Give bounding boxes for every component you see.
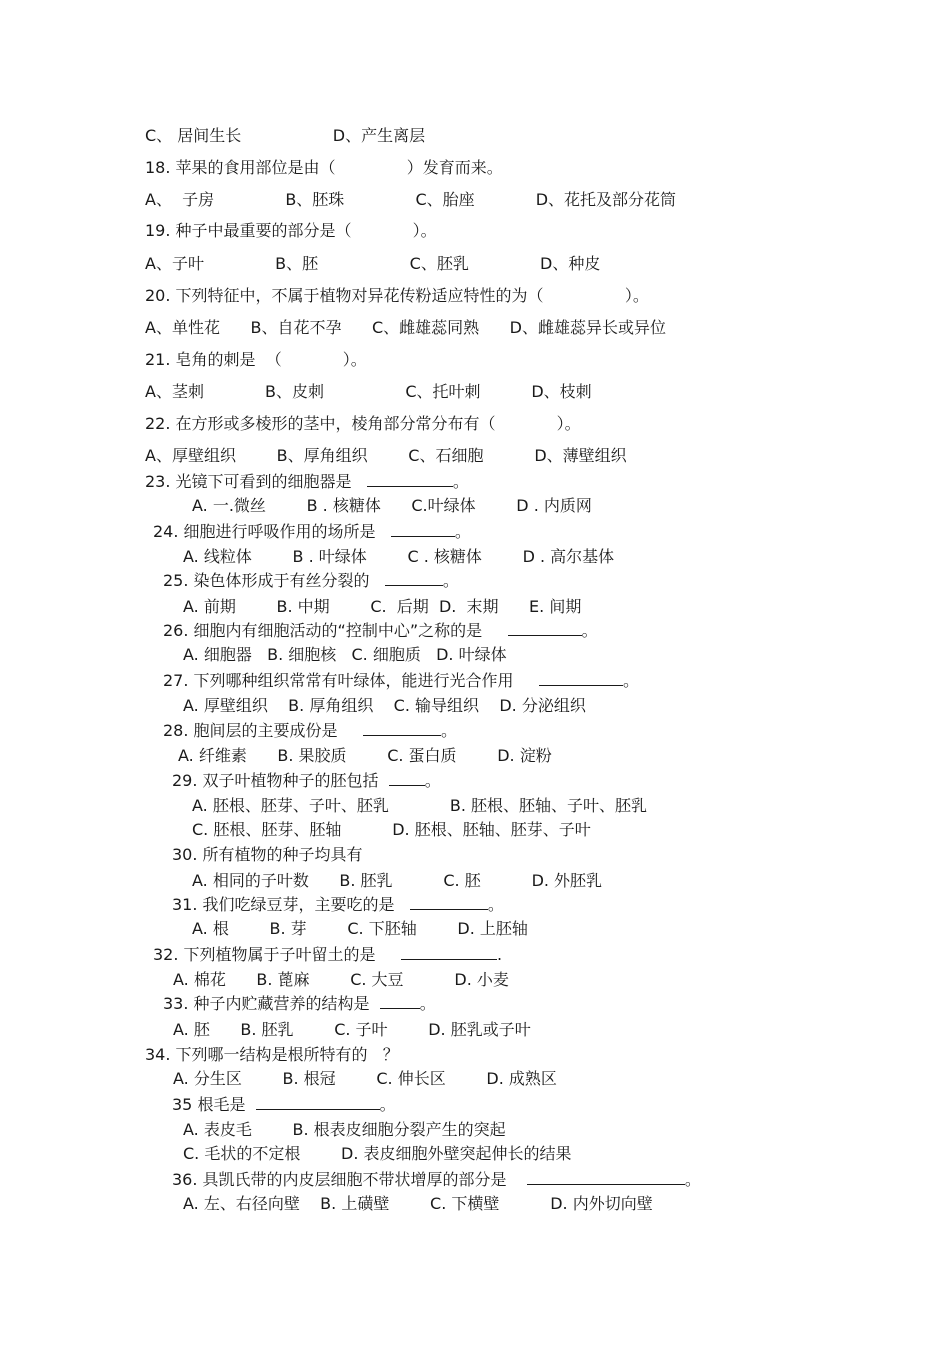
question-29 [172,771,441,791]
question-25-text: 25. 染色体形成于有丝分裂的 [163,571,370,590]
answer-blank [256,1095,380,1110]
q19-options: A、子叶 B、胚 C、胚乳 D、种皮 [145,254,601,273]
question-35 [172,1095,396,1115]
q20-options: A、单性花 B、自花不孕 C、雌雄蕊同熟 D、雌雄蕊异长或异位 [145,318,666,337]
q17-options-cd: C、 居间生长 D、产生离层 [145,126,426,145]
q35-options-ab: A. 表皮毛 B. 根表皮细胞分裂产生的突起 [183,1120,506,1139]
question-36-text: 36. 具凯氏带的内皮层细胞不带状增厚的部分是 [172,1170,507,1189]
answer-blank [380,994,420,1009]
question-18: 18. 苹果的食用部位是由（ ）发育而来。 [145,158,503,177]
question-26 [163,621,598,641]
end-mark: 。 [440,721,457,740]
answer-blank [391,522,455,537]
q33-options: A. 胚 B. 胚乳 C. 子叶 D. 胚乳或子叶 [173,1020,531,1039]
q35-options-cd: C. 毛状的不定根 D. 表皮细胞外壁突起伸长的结果 [183,1144,572,1163]
q31-options: A. 根 B. 芽 C. 下胚轴 D. 上胚轴 [192,919,528,938]
question-28-text: 28. 胞间层的主要成份是 [163,721,338,740]
answer-blank [410,895,488,910]
end-mark: 。 [454,522,471,541]
q34-options: A. 分生区 B. 根冠 C. 伸长区 D. 成熟区 [173,1069,557,1088]
end-mark: 。 [684,1170,701,1189]
end-mark: 。 [581,621,598,640]
question-32-text: 32. 下列植物属于子叶留土的是 [153,945,376,964]
end-mark: 。 [487,895,504,914]
q26-options: A. 细胞器 B. 细胞核 C. 细胞质 D. 叶绿体 [183,645,507,664]
q29-options-cd: C. 胚根、胚芽、胚轴 D. 胚根、胚轴、胚芽、子叶 [192,820,591,839]
end-mark: 。 [379,1095,396,1114]
end-mark: 。 [452,472,469,491]
answer-blank [385,571,443,586]
question-19: 19. 种子中最重要的部分是（ ）。 [145,221,437,240]
answer-blank [401,945,497,960]
q21-options: A、茎刺 B、皮刺 C、托叶刺 D、枝刺 [145,382,592,401]
answer-blank [527,1170,685,1185]
question-30: 30. 所有植物的种子均具有 [172,845,363,864]
question-28 [163,721,457,741]
q36-options: A. 左、右径向壁 B. 上磺壁 C. 下横壁 D. 内外切向壁 [183,1194,653,1213]
question-22: 22. 在方形或多棱形的茎中，棱角部分常分布有（ ）。 [145,414,581,433]
question-34: 34. 下列哪一结构是根所特有的 ？ [145,1045,399,1064]
q18-options: A、 子房 B、胚珠 C、胎座 D、花托及部分花筒 [145,190,677,209]
question-23-text: 23. 光镜下可看到的细胞器是 [145,472,352,491]
answer-blank [367,472,453,487]
answer-blank [363,721,441,736]
question-31 [172,895,504,915]
question-25 [163,571,459,591]
question-26-text: 26. 细胞内有细胞活动的“控制中心”之称的是 [163,621,483,640]
q29-options-ab: A. 胚根、胚芽、子叶、胚乳 B. 胚根、胚轴、子叶、胚乳 [192,796,648,815]
q24-options: A. 线粒体 B . 叶绿体 C . 核糖体 D . 高尔基体 [183,547,615,566]
question-23 [145,472,469,492]
question-27-text: 27. 下列哪种组织常常有叶绿体，能进行光合作用 [163,671,514,690]
question-21: 21. 皂角的刺是 （ ）。 [145,350,367,369]
end-mark: 。 [622,671,639,690]
q28-options: A. 纤维素 B. 果胶质 C. 蛋白质 D. 淀粉 [178,746,552,765]
question-29-text: 29. 双子叶植物种子的胚包括 [172,771,379,790]
q32-options: A. 棉花 B. 蓖麻 C. 大豆 D. 小麦 [173,970,509,989]
q22-options: A、厚壁组织 B、厚角组织 C、石细胞 D、薄壁组织 [145,446,627,465]
question-24-text: 24. 细胞进行呼吸作用的场所是 [153,522,376,541]
question-35-text: 35 根毛是 [172,1095,246,1114]
question-32 [153,945,502,965]
end-mark: . [496,945,503,964]
end-mark: 。 [424,771,441,790]
question-27 [163,671,639,691]
q25-options: A. 前期 B. 中期 C. 后期 D. 末期 E. 间期 [183,597,582,616]
question-24 [153,522,471,542]
answer-blank [539,671,623,686]
end-mark: 。 [442,571,459,590]
q30-options: A. 相同的子叶数 B. 胚乳 C. 胚 D. 外胚乳 [192,871,603,890]
q23-options: A. 一.微丝 B . 核糖体 C.叶绿体 D . 内质网 [192,496,592,515]
answer-blank [389,771,425,786]
q27-options: A. 厚壁组织 B. 厚角组织 C. 输导组织 D. 分泌组织 [183,696,586,715]
question-33 [163,994,436,1014]
question-33-text: 33. 种子内贮藏营养的结构是 [163,994,370,1013]
answer-blank [508,621,582,636]
question-20: 20. 下列特征中，不属于植物对异花传粉适应特性的为（ ）。 [145,286,649,305]
question-36 [172,1170,701,1190]
question-31-text: 31. 我们吃绿豆芽，主要吃的是 [172,895,395,914]
end-mark: 。 [419,994,436,1013]
